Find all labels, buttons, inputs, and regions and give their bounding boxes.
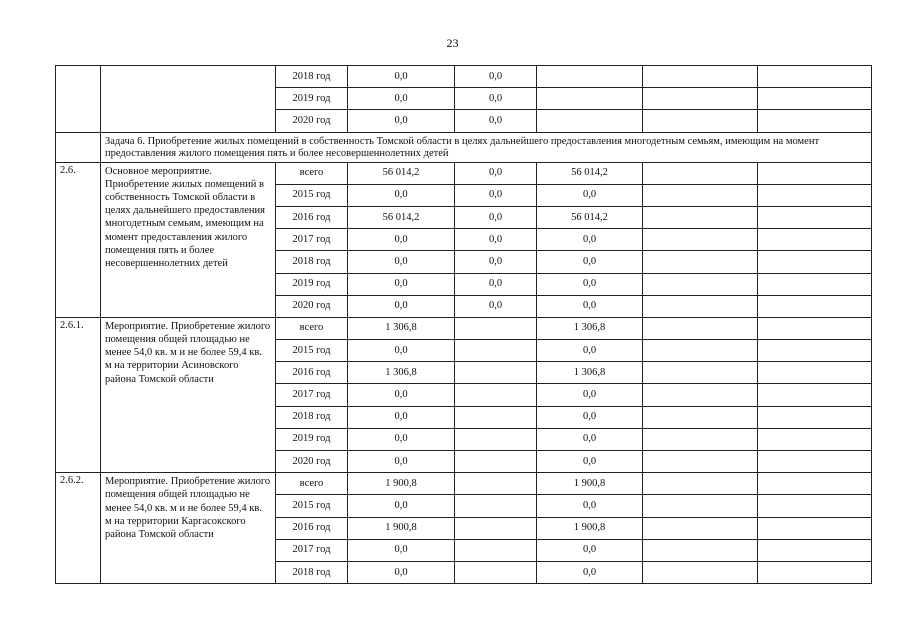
- total-cell: 0,0: [348, 539, 455, 561]
- table-row: [56, 162, 872, 184]
- total-cell: 1 306,8: [348, 362, 455, 384]
- table-body: [56, 66, 872, 584]
- federal-cell: 0,0: [455, 110, 537, 132]
- total-cell: 0,0: [348, 66, 455, 88]
- total-cell: 56 014,2: [348, 162, 455, 184]
- number-cell: [56, 66, 101, 133]
- local-cell: [643, 251, 758, 273]
- federal-cell: [455, 517, 537, 539]
- year-cell: 2018 год: [276, 561, 348, 583]
- regional-cell: [537, 66, 643, 88]
- other-cell: [758, 251, 872, 273]
- other-cell: [758, 66, 872, 88]
- activity-name: Мероприятие. Приобретение жилого помещения общей площадью не менее 54,0 кв. м и не более 59,4 кв. м на территории Асиновского района Томской области: [101, 317, 276, 472]
- federal-cell: 0,0: [455, 162, 537, 184]
- other-cell: [758, 184, 872, 206]
- regional-cell: 56 014,2: [537, 206, 643, 228]
- activity-number: 2.6.2.: [56, 473, 101, 584]
- other-cell: [758, 206, 872, 228]
- year-cell: всего: [276, 162, 348, 184]
- total-cell: 0,0: [348, 495, 455, 517]
- federal-cell: 0,0: [455, 295, 537, 317]
- federal-cell: [455, 317, 537, 339]
- local-cell: [643, 428, 758, 450]
- federal-cell: [455, 539, 537, 561]
- local-cell: [643, 362, 758, 384]
- year-cell: 2015 год: [276, 340, 348, 362]
- table-row: [56, 66, 872, 88]
- year-cell: 2018 год: [276, 251, 348, 273]
- total-cell: 0,0: [348, 110, 455, 132]
- name-cell: [101, 66, 276, 133]
- task-title: Задача 6. Приобретение жилых помещений в собственность Томской области в целях дальнейшего предоставления многодетным семьям, имеющим на момент предоставления жилого помещения пять и более несовершеннолетних детей: [101, 132, 872, 162]
- local-cell: [643, 273, 758, 295]
- other-cell: [758, 162, 872, 184]
- local-cell: [643, 406, 758, 428]
- other-cell: [758, 273, 872, 295]
- regional-cell: [537, 110, 643, 132]
- other-cell: [758, 561, 872, 583]
- regional-cell: 0,0: [537, 295, 643, 317]
- regional-cell: 0,0: [537, 451, 643, 473]
- federal-cell: 0,0: [455, 88, 537, 110]
- total-cell: 0,0: [348, 561, 455, 583]
- year-cell: 2019 год: [276, 428, 348, 450]
- other-cell: [758, 295, 872, 317]
- year-cell: 2015 год: [276, 495, 348, 517]
- local-cell: [643, 384, 758, 406]
- budget-table: [55, 65, 872, 584]
- local-cell: [643, 473, 758, 495]
- other-cell: [758, 495, 872, 517]
- total-cell: 56 014,2: [348, 206, 455, 228]
- total-cell: 0,0: [348, 295, 455, 317]
- year-cell: 2019 год: [276, 273, 348, 295]
- local-cell: [643, 561, 758, 583]
- other-cell: [758, 473, 872, 495]
- total-cell: 0,0: [348, 88, 455, 110]
- federal-cell: [455, 473, 537, 495]
- total-cell: 0,0: [348, 406, 455, 428]
- year-cell: 2016 год: [276, 206, 348, 228]
- local-cell: [643, 495, 758, 517]
- regional-cell: 0,0: [537, 495, 643, 517]
- regional-cell: 0,0: [537, 229, 643, 251]
- activity-number: 2.6.: [56, 162, 101, 317]
- total-cell: 0,0: [348, 184, 455, 206]
- federal-cell: 0,0: [455, 229, 537, 251]
- federal-cell: [455, 384, 537, 406]
- regional-cell: 1 900,8: [537, 517, 643, 539]
- other-cell: [758, 229, 872, 251]
- other-cell: [758, 362, 872, 384]
- local-cell: [643, 110, 758, 132]
- federal-cell: 0,0: [455, 273, 537, 295]
- total-cell: 1 900,8: [348, 517, 455, 539]
- year-cell: всего: [276, 473, 348, 495]
- year-cell: 2016 год: [276, 362, 348, 384]
- total-cell: 0,0: [348, 384, 455, 406]
- federal-cell: 0,0: [455, 66, 537, 88]
- other-cell: [758, 384, 872, 406]
- year-cell: 2017 год: [276, 539, 348, 561]
- total-cell: 0,0: [348, 428, 455, 450]
- year-cell: 2017 год: [276, 384, 348, 406]
- local-cell: [643, 229, 758, 251]
- local-cell: [643, 88, 758, 110]
- other-cell: [758, 340, 872, 362]
- federal-cell: 0,0: [455, 251, 537, 273]
- task-number-cell: [56, 132, 101, 162]
- local-cell: [643, 317, 758, 339]
- federal-cell: 0,0: [455, 184, 537, 206]
- federal-cell: [455, 406, 537, 428]
- federal-cell: 0,0: [455, 206, 537, 228]
- federal-cell: [455, 451, 537, 473]
- regional-cell: 1 306,8: [537, 362, 643, 384]
- page-number: 23: [446, 36, 459, 50]
- activity-number: 2.6.1.: [56, 317, 101, 472]
- regional-cell: [537, 88, 643, 110]
- activity-name: Мероприятие. Приобретение жилого помещения общей площадью не менее 54,0 кв. м и не более 59,4 кв. м на территории Каргасокского района Томской области: [101, 473, 276, 584]
- total-cell: 0,0: [348, 451, 455, 473]
- regional-cell: 56 014,2: [537, 162, 643, 184]
- total-cell: 1 900,8: [348, 473, 455, 495]
- year-cell: 2016 год: [276, 517, 348, 539]
- total-cell: 0,0: [348, 251, 455, 273]
- local-cell: [643, 295, 758, 317]
- other-cell: [758, 406, 872, 428]
- year-cell: 2015 год: [276, 184, 348, 206]
- regional-cell: 0,0: [537, 184, 643, 206]
- table-row: [56, 317, 872, 339]
- local-cell: [643, 517, 758, 539]
- regional-cell: 0,0: [537, 340, 643, 362]
- year-cell: 2018 год: [276, 406, 348, 428]
- total-cell: 0,0: [348, 340, 455, 362]
- other-cell: [758, 539, 872, 561]
- regional-cell: 1 306,8: [537, 317, 643, 339]
- local-cell: [643, 340, 758, 362]
- federal-cell: [455, 340, 537, 362]
- local-cell: [643, 451, 758, 473]
- local-cell: [643, 162, 758, 184]
- total-cell: 0,0: [348, 229, 455, 251]
- local-cell: [643, 539, 758, 561]
- other-cell: [758, 451, 872, 473]
- table-row: [56, 473, 872, 495]
- year-cell: 2018 год: [276, 66, 348, 88]
- year-cell: 2020 год: [276, 295, 348, 317]
- regional-cell: 0,0: [537, 539, 643, 561]
- year-cell: 2020 год: [276, 110, 348, 132]
- other-cell: [758, 110, 872, 132]
- local-cell: [643, 184, 758, 206]
- activity-name: Основное мероприятие. Приобретение жилых помещений в собственность Томской области в целях дальнейшего предоставления многодетным семьям, имеющим на момент предоставления жилого помещения пять и более несовершеннолетних детей: [101, 162, 276, 317]
- local-cell: [643, 66, 758, 88]
- regional-cell: 0,0: [537, 251, 643, 273]
- other-cell: [758, 88, 872, 110]
- regional-cell: 0,0: [537, 561, 643, 583]
- other-cell: [758, 317, 872, 339]
- year-cell: всего: [276, 317, 348, 339]
- year-cell: 2020 год: [276, 451, 348, 473]
- year-cell: 2017 год: [276, 229, 348, 251]
- federal-cell: [455, 428, 537, 450]
- regional-cell: 0,0: [537, 273, 643, 295]
- federal-cell: [455, 495, 537, 517]
- other-cell: [758, 517, 872, 539]
- local-cell: [643, 206, 758, 228]
- regional-cell: 0,0: [537, 428, 643, 450]
- total-cell: 0,0: [348, 273, 455, 295]
- federal-cell: [455, 362, 537, 384]
- federal-cell: [455, 561, 537, 583]
- regional-cell: 1 900,8: [537, 473, 643, 495]
- regional-cell: 0,0: [537, 406, 643, 428]
- regional-cell: 0,0: [537, 384, 643, 406]
- other-cell: [758, 428, 872, 450]
- total-cell: 1 306,8: [348, 317, 455, 339]
- task-row: [56, 132, 872, 162]
- year-cell: 2019 год: [276, 88, 348, 110]
